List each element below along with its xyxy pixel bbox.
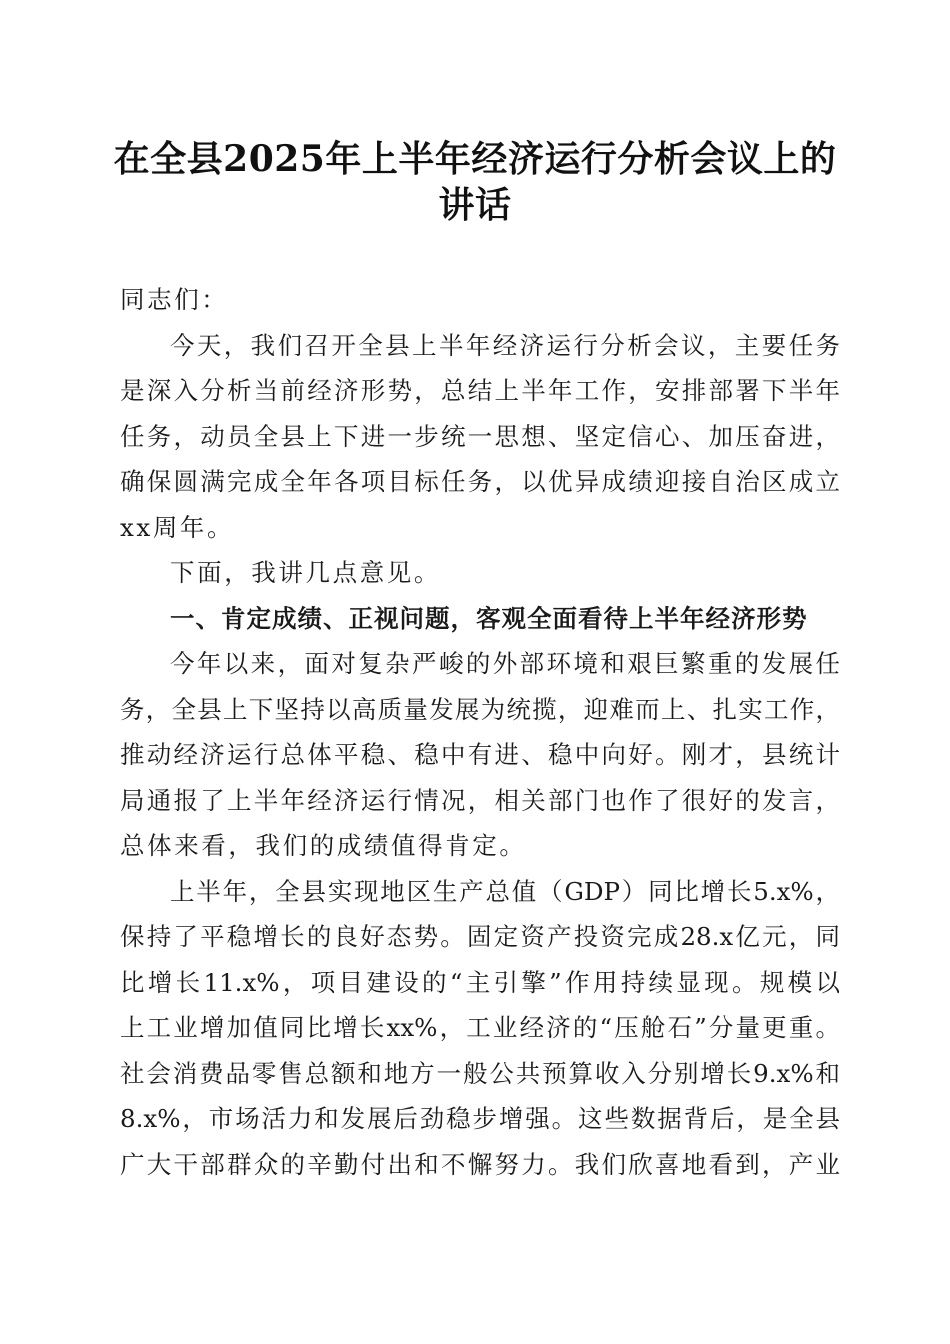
text-line: 社会消费品零售总额和地方一般公共预算收入分别增长9.x%和 xyxy=(120,1058,840,1088)
text-line: 推动经济运行总体平稳、稳中有进、稳中向好。刚才，县统计 xyxy=(120,740,840,769)
text-line: 广大干部群众的辛勤付出和不懈努力。我们欣喜地看到，产业 xyxy=(120,1149,840,1179)
document-body xyxy=(120,277,840,1187)
text-line: 上半年，全县实现地区生产总值（GDP）同比增长5.x%， xyxy=(170,876,840,906)
document-title xyxy=(110,136,840,228)
text-line: xx周年。 xyxy=(120,512,235,542)
text-line: 今年以来，面对复杂严峻的外部环境和艰巨繁重的发展任 xyxy=(170,649,840,678)
text-line: 总体来看，我们的成绩值得肯定。 xyxy=(120,831,527,860)
text-line: 同志们： xyxy=(120,285,229,314)
title-line: 在全县2025年上半年经济运行分析会议上的 xyxy=(113,138,837,180)
text-line: 是深入分析当前经济形势，总结上半年工作，安排部署下半年 xyxy=(120,376,840,405)
text-line: 比增长11.x%，项目建设的“主引擎”作用持续显现。规模以 xyxy=(120,967,840,997)
text-line: 今天，我们召开全县上半年经济运行分析会议，主要任务 xyxy=(170,330,840,360)
title-line: 讲话 xyxy=(438,184,512,226)
text-line: 确保圆满完成全年各项目标任务，以优异成绩迎接自治区成立 xyxy=(120,467,840,496)
text-line: 务，全县上下坚持以高质量发展为统揽，迎难而上、扎实工作， xyxy=(120,694,840,724)
section-heading: 一、肯定成绩、正视问题，客观全面看待上半年经济形势 xyxy=(170,603,808,633)
text-line: 8.x%，市场活力和发展后劲稳步增强。这些数据背后，是全县 xyxy=(120,1104,840,1133)
text-line: 任务，动员全县上下进一步统一思想、坚定信心、加压奋进， xyxy=(120,421,840,451)
text-line: 上工业增加值同比增长xx%，工业经济的“压舱石”分量更重。 xyxy=(120,1013,840,1042)
text-line: 保持了平稳增长的良好态势。固定资产投资完成28.x亿元，同 xyxy=(120,922,840,951)
text-line: 下面，我讲几点意见。 xyxy=(170,558,441,587)
text-line: 局通报了上半年经济运行情况，相关部门也作了很好的发言， xyxy=(120,785,840,815)
